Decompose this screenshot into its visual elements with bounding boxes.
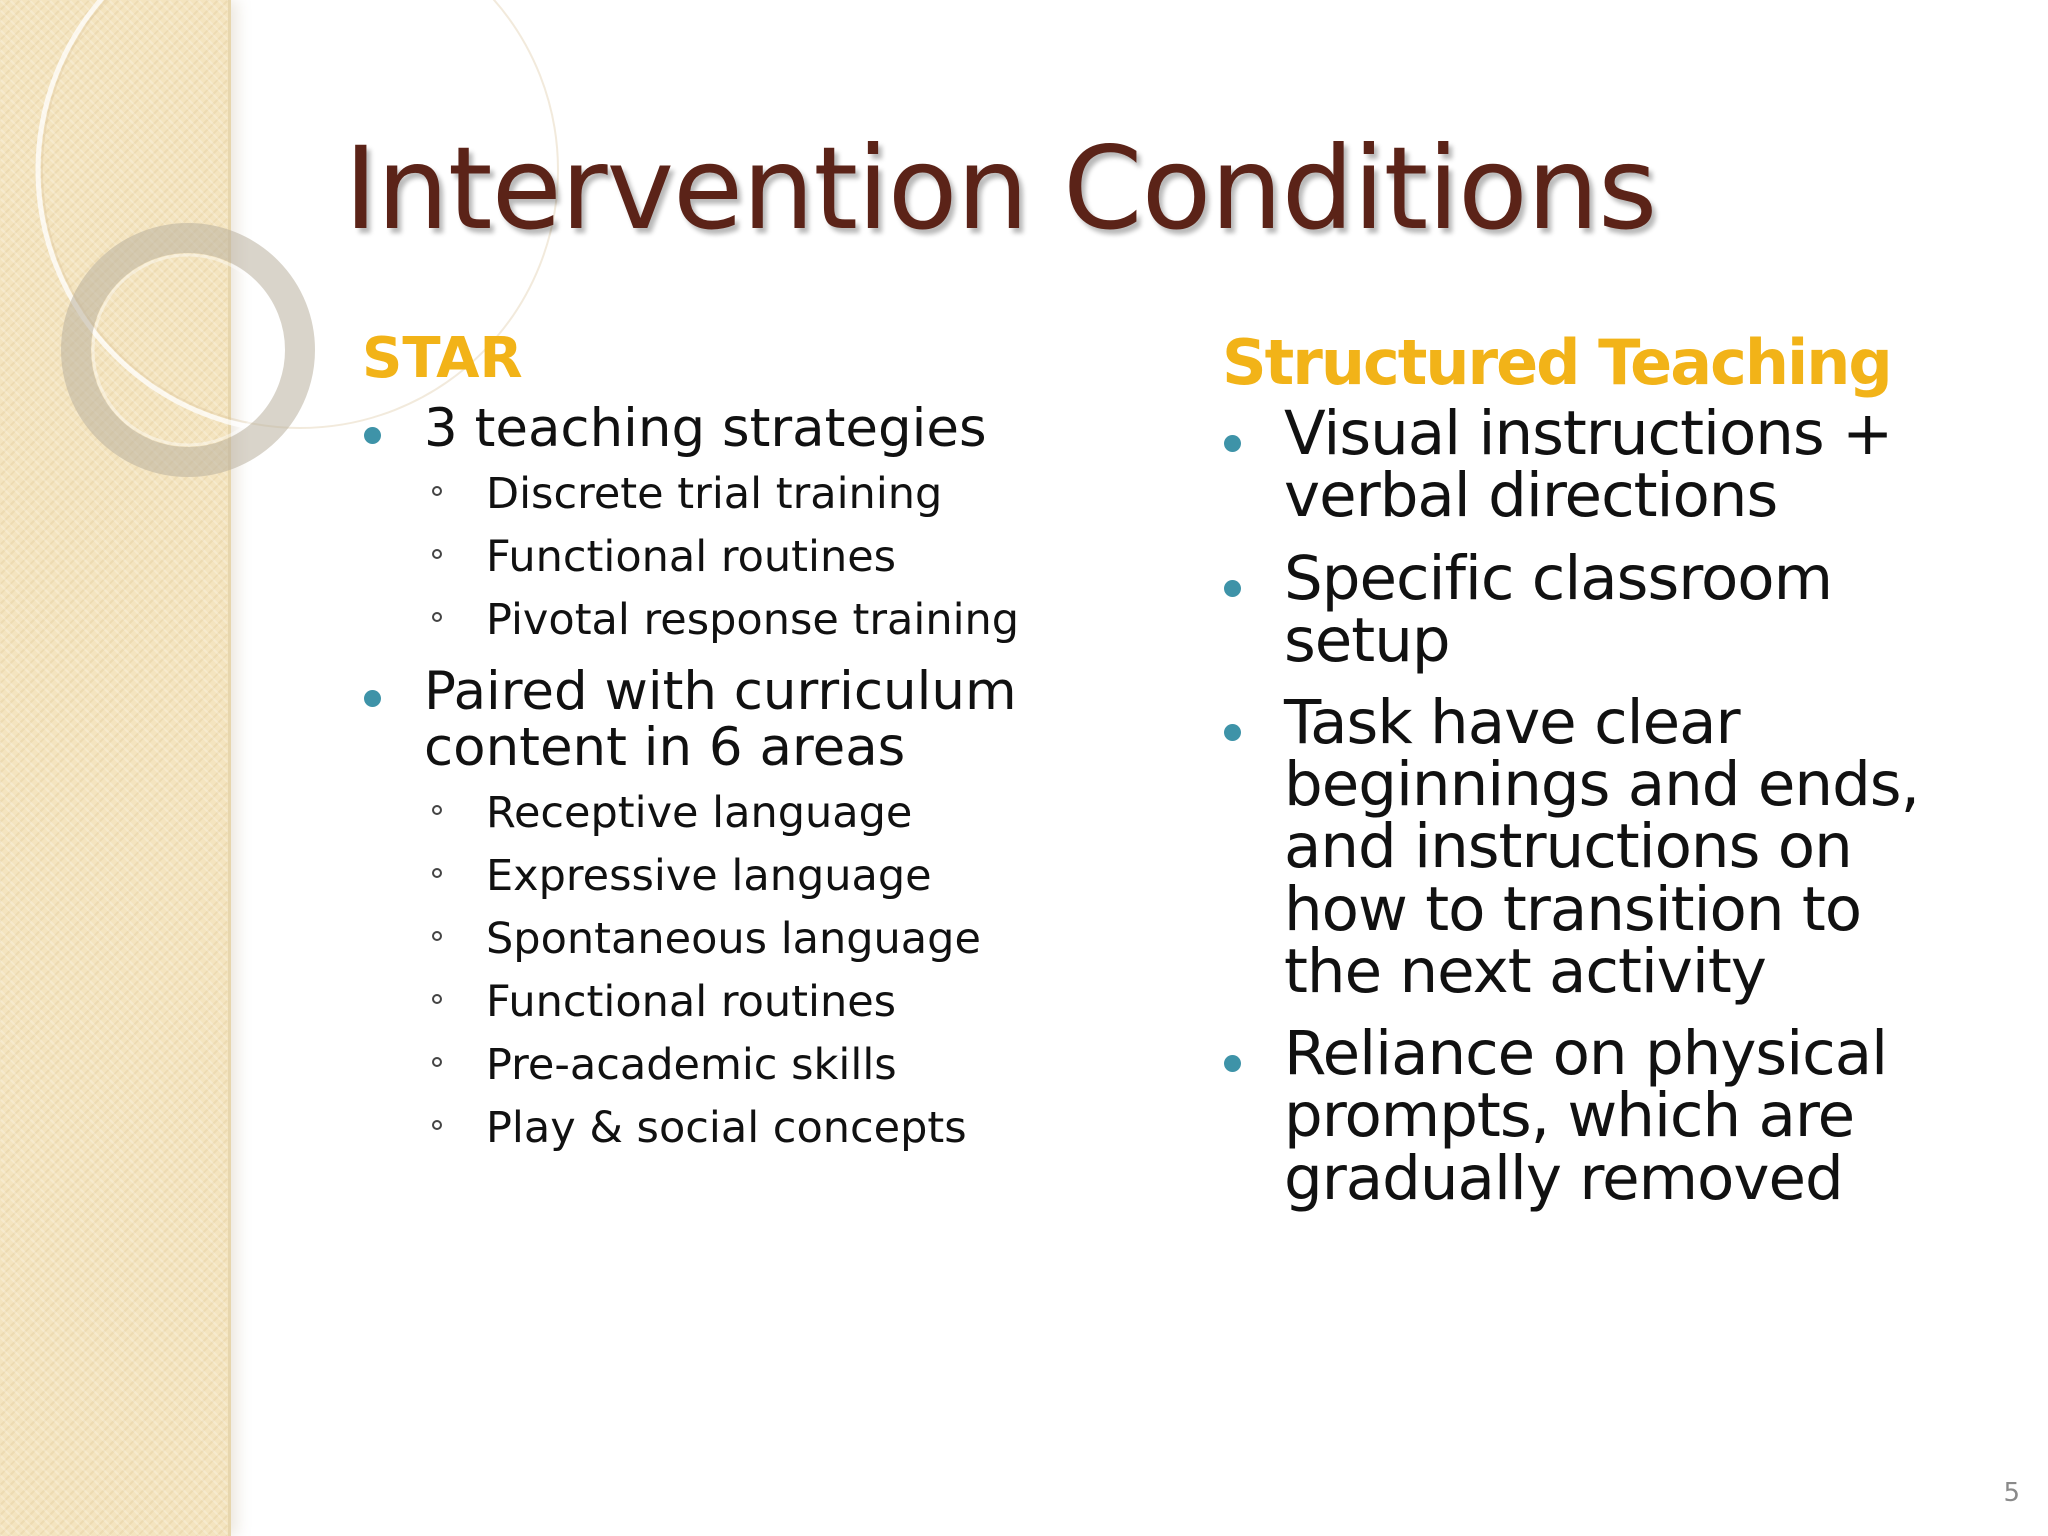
list-item (362, 660, 1102, 1160)
structured-teaching-heading: Structured Teaching (1222, 326, 1891, 399)
list-item (1222, 542, 1962, 676)
ring-bullet-icon (432, 994, 442, 1004)
ring-bullet-icon (432, 868, 442, 878)
slide-title: Intervention Conditions (344, 122, 1657, 255)
sub-list-item-text: Functional routines (486, 531, 897, 582)
sub-list-item (424, 589, 1102, 652)
sub-list-item (424, 526, 1102, 589)
list-item-text: 3 teaching strategies (424, 397, 987, 459)
sub-list-item (424, 782, 1102, 845)
list-item (1222, 1018, 1962, 1214)
bullet-dot-icon (1224, 724, 1241, 741)
ring-bullet-icon (432, 549, 442, 559)
star-heading: STAR (362, 326, 523, 391)
sub-list-item (424, 463, 1102, 526)
list-item (1222, 686, 1962, 1007)
sub-list-item (424, 1034, 1102, 1097)
ring-bullet-icon (432, 612, 442, 622)
list-item-text: Paired with curriculum content in 6 areas (424, 660, 1017, 779)
bullet-dot-icon (1224, 1055, 1241, 1072)
bullet-dot-icon (1224, 435, 1241, 452)
ring-bullet-icon (432, 1057, 442, 1067)
ring-bullet-icon (432, 805, 442, 815)
sub-list-item (424, 845, 1102, 908)
sub-list-item-text: Play & social concepts (486, 1103, 967, 1154)
page-number: 5 (2003, 1478, 2020, 1508)
sub-list-item-text: Spontaneous language (486, 914, 981, 965)
sub-list-item-text: Receptive language (486, 788, 913, 839)
bullet-dot-icon (364, 690, 381, 707)
structured-teaching-column (1222, 326, 1962, 1230)
sub-list-item-text: Pivotal response training (486, 594, 1020, 645)
list-item-text: Specific classroom setup (1284, 542, 1833, 676)
sub-list (424, 463, 1102, 652)
structured-teaching-list (1222, 398, 1962, 1214)
sub-list-item (424, 1097, 1102, 1160)
bullet-dot-icon (364, 427, 381, 444)
ring-bullet-icon (432, 1120, 442, 1130)
ring-bullet-icon (432, 486, 442, 496)
bullet-dot-icon (1224, 580, 1241, 597)
list-item-text: Task have clear beginnings and ends, and instructions on how to transition to the next activity (1284, 686, 1919, 1007)
ring-bullet-icon (432, 931, 442, 941)
sub-list-item-text: Functional routines (486, 977, 897, 1028)
sub-list-item (424, 971, 1102, 1034)
list-item-text: Visual instructions + verbal directions (1284, 398, 1893, 532)
list-item (362, 397, 1102, 652)
sub-list (424, 782, 1102, 1160)
sub-list-item-text: Expressive language (486, 851, 932, 902)
sub-list-item-text: Discrete trial training (486, 468, 943, 519)
list-item-text: Reliance on physical prompts, which are gradually removed (1284, 1018, 1888, 1214)
sub-list-item (424, 908, 1102, 971)
list-item (1222, 398, 1962, 532)
star-list (362, 397, 1102, 1161)
star-column (362, 326, 1102, 1172)
sub-list-item-text: Pre-academic skills (486, 1040, 897, 1091)
